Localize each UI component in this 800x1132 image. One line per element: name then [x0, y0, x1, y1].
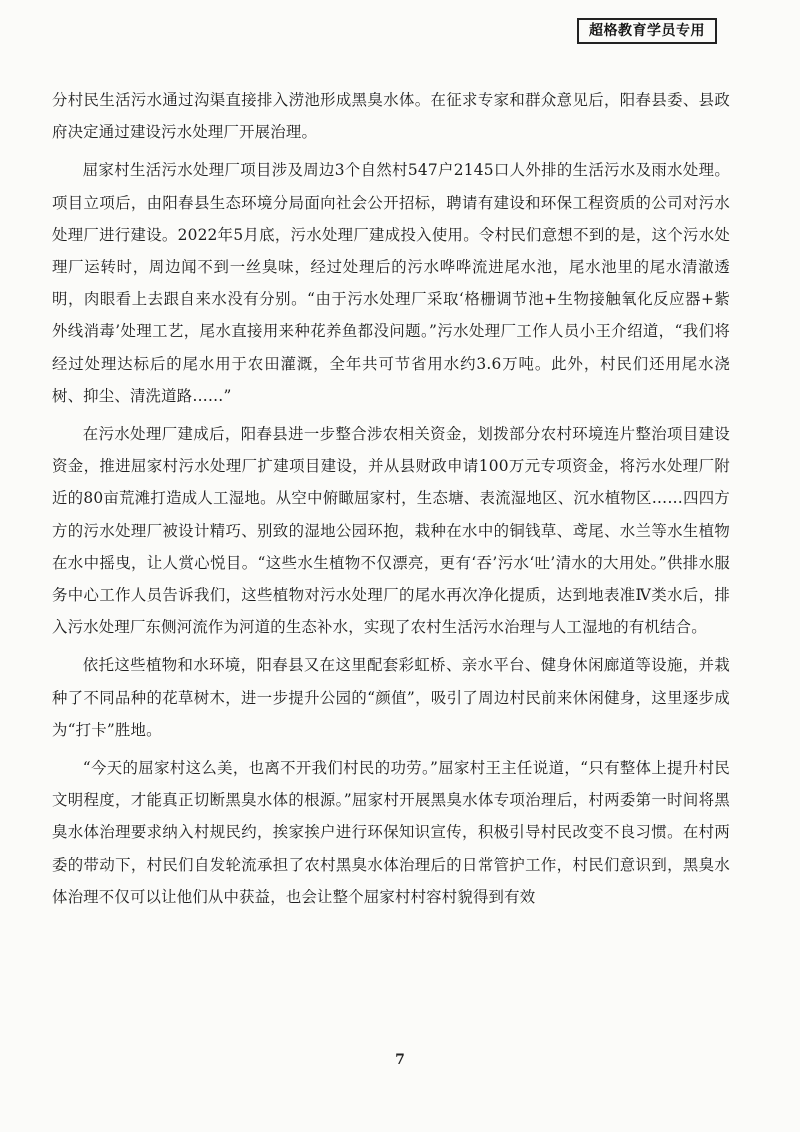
paragraph-3: 在污水处理厂建成后，阳春县进一步整合涉农相关资金，划拨部分农村环境连片整治项目建设资金，推进屈家村污水处理厂扩建项目建设，并从县财政申请100万元专项资金，将污水处理厂附近的80亩荒滩打造成人工湿地。从空中俯瞰屈家村，生态塘、表流湿地区、沉水植物区……四四方方的污水处理厂被设计精巧、别致的湿地公园环抱，栽种在水中的铜钱草、鸢尾、水兰等水生植物在水中摇曳，让人赏心悦目。“这些水生植物不仅漂亮，更有‘吞’污水‘吐’清水的大用处。”供排水服务中心工作人员告诉我们，这些植物对污水处理厂的尾水再次净化提质，达到地表准Ⅳ类水后，排入污水处理厂东侧河流作为河道的生态补水，实现了农村生活污水治理与人工湿地的有机结合。 [52, 425, 730, 637]
header-badge: 超格教育学员专用 [577, 18, 717, 44]
page-number: 7 [395, 1052, 405, 1068]
paragraph-1: 分村民生活污水通过沟渠直接排入涝池形成黑臭水体。在征求专家和群众意见后，阳春县委、县政府决定通过建设污水处理厂开展治理。 [52, 91, 730, 142]
paragraph-5: “今天的屈家村这么美，也离不开我们村民的功劳。”屈家村王主任说道，“只有整体上提升村民文明程度，才能真正切断黑臭水体的根源。”屈家村开展黑臭水体专项治理后，村两委第一时间将黑臭水体治理要求纳入村规民约，挨家挨户进行环保知识宣传，积极引导村民改变不良习惯。在村两委的带动下，村民们自发轮流承担了农村黑臭水体治理后的日常管护工作，村民们意识到，黑臭水体治理不仅可以让他们从中获益，也会让整个屈家村村容村貌得到有效 [52, 759, 730, 906]
paragraph-4: 依托这些植物和水环境，阳春县又在这里配套彩虹桥、亲水平台、健身休闲廊道等设施，并栽种了不同品种的花草树木，进一步提升公园的“颜值”，吸引了周边村民前来休闲健身，这里逐步成为“打卡”胜地。 [52, 656, 730, 739]
article-body [52, 84, 730, 913]
paragraph-2: 屈家村生活污水处理厂项目涉及周边3个自然村547户2145口人外排的生活污水及雨水处理。项目立项后，由阳春县生态环境分局面向社会公开招标，聘请有建设和环保工程资质的公司对污水处理厂进行建设。2022年5月底，污水处理厂建成投入使用。令村民们意想不到的是，这个污水处理厂运转时，周边闻不到一丝臭味，经过处理后的污水哗哗流进尾水池，尾水池里的尾水清澈透明，肉眼看上去跟自来水没有分别。“由于污水处理厂采取‘格栅调节池+生物接触氧化反应器+紫外线消毒’处理工艺，尾水直接用来种花养鱼都没问题。”污水处理厂工作人员小王介绍道，“我们将经过处理达标后的尾水用于农田灌溉，全年共可节省用水约3.6万吨。此外，村民们还用尾水浇树、抑尘、清洗道路……” [52, 161, 730, 405]
